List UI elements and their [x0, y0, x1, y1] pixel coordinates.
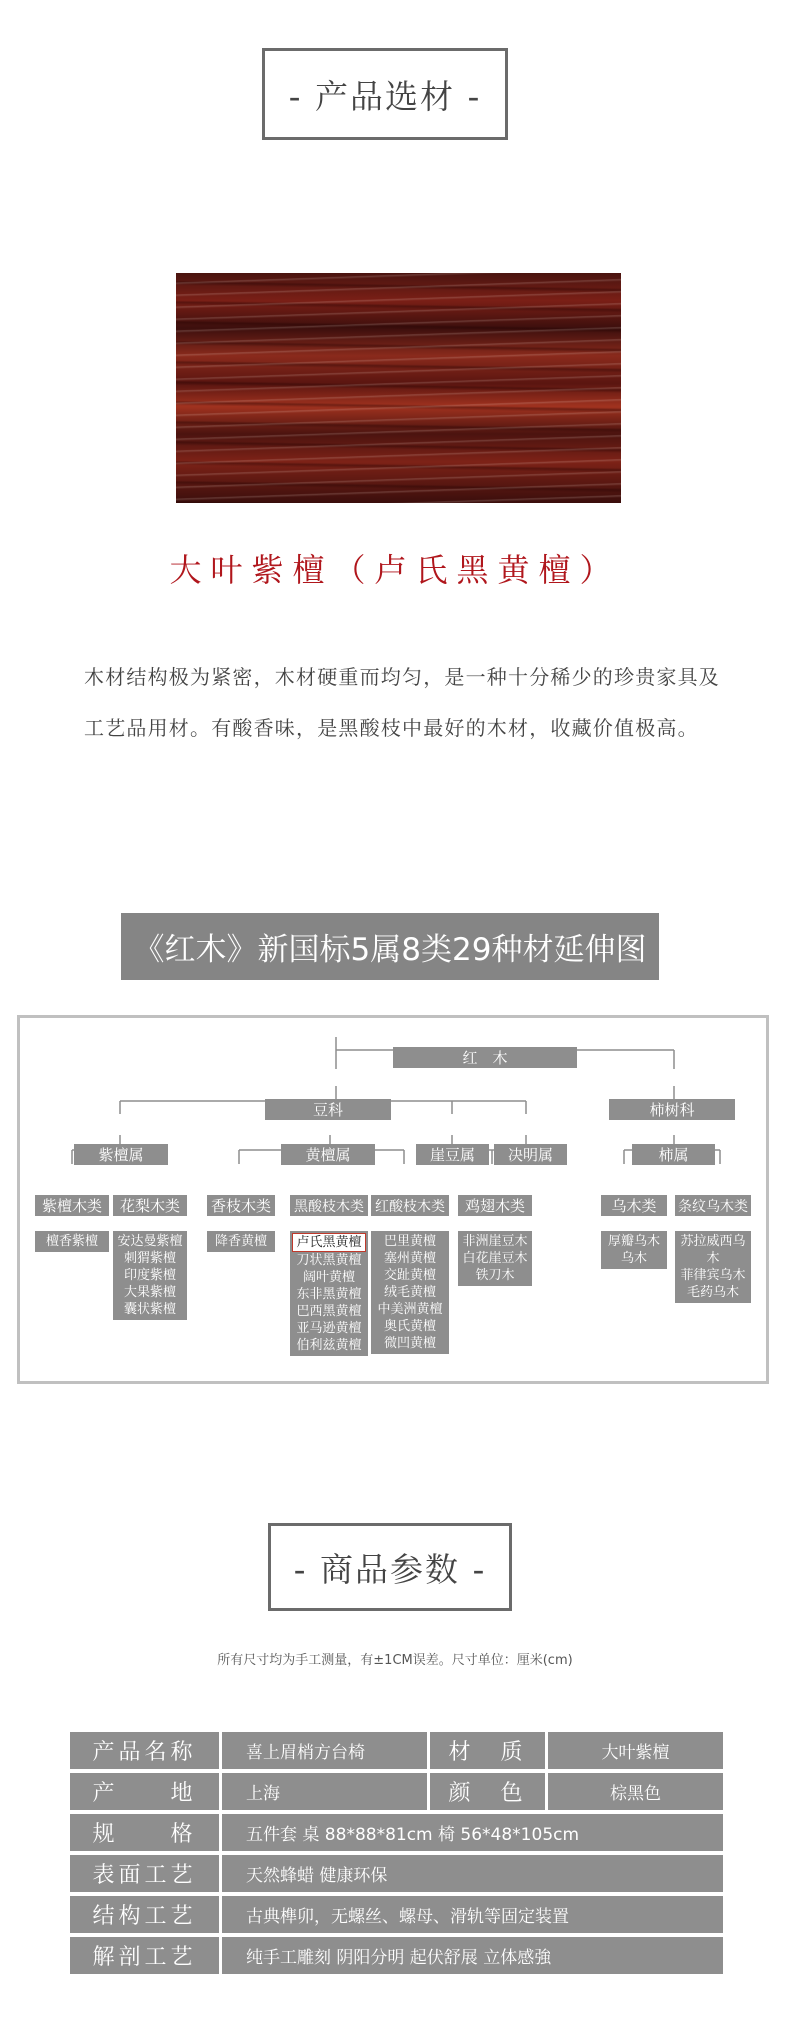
- species-list-hongsuanzhi: [371, 1231, 449, 1354]
- species-item: 降香黄檀: [214, 1234, 267, 1249]
- genus-label: 决明属: [507, 1146, 553, 1164]
- class-node-tiaowen: [675, 1195, 751, 1216]
- class-node-zitanmu: [35, 1195, 109, 1216]
- species-item: 毛药乌木: [686, 1285, 739, 1300]
- param-value: 五件套 桌 88*88*81cm 椅 56*48*105cm: [222, 1814, 723, 1851]
- species-list-xiangzhi: [207, 1231, 275, 1252]
- params-row-name: [70, 1732, 723, 1769]
- species-item: 巴里黄檀: [383, 1234, 436, 1249]
- param-label: 结构工艺: [70, 1896, 222, 1933]
- species-item: 刀状黑黄檀: [296, 1253, 362, 1268]
- classification-tree: [17, 1015, 769, 1384]
- param-label: 表面工艺: [70, 1855, 222, 1892]
- genus-node-shi: [632, 1144, 715, 1165]
- species-item: 安达曼紫檀: [117, 1234, 183, 1249]
- family-label: 柿树科: [649, 1101, 695, 1119]
- tree-root-label: 红 木: [462, 1049, 508, 1067]
- species-item: 乌木: [620, 1251, 647, 1266]
- genus-label: 柿属: [658, 1146, 689, 1164]
- class-label: 鸡翅木类: [464, 1197, 525, 1215]
- class-node-xiangzhi: [207, 1195, 275, 1216]
- param-label: 颜 色: [430, 1773, 548, 1810]
- species-item: 塞州黄檀: [383, 1251, 436, 1266]
- species-item: 刺猬紫檀: [123, 1251, 176, 1266]
- measurement-note: 所有尺寸均为手工测量，有±1CM误差。尺寸单位：厘米(cm): [217, 1653, 573, 1668]
- species-item: 交趾黄檀: [383, 1268, 436, 1283]
- class-node-hongsuanzhi: [371, 1195, 449, 1216]
- species-item: 微凹黄檀: [383, 1336, 436, 1351]
- species-list-wumu: [601, 1231, 667, 1269]
- param-value: 棕黑色: [548, 1773, 723, 1810]
- wood-texture-image: [176, 273, 621, 503]
- params-table: [70, 1732, 723, 1978]
- param-label: 解剖工艺: [70, 1937, 222, 1974]
- param-label: 规 格: [70, 1814, 222, 1851]
- classification-banner: 《红木》新国标5属8类29种材延伸图: [121, 913, 659, 980]
- species-list-tiaowen: [675, 1231, 751, 1303]
- species-list-jichi: [458, 1231, 532, 1286]
- family-node-shishuke: [609, 1099, 735, 1120]
- section-title-material: - 产品选材 -: [262, 48, 508, 140]
- param-value: 喜上眉梢方台椅: [222, 1732, 430, 1769]
- param-value: 上海: [222, 1773, 430, 1810]
- class-node-heisuanzhi: [290, 1195, 368, 1216]
- species-item: 中美洲黄檀: [377, 1302, 443, 1317]
- species-item: 铁刀木: [475, 1268, 515, 1283]
- params-row-surface: [70, 1855, 723, 1892]
- params-row-spec: [70, 1814, 723, 1851]
- param-value: 大叶紫檀: [548, 1732, 723, 1769]
- genus-node-yadou: [416, 1144, 489, 1165]
- species-item: 绒毛黄檀: [383, 1285, 436, 1300]
- genus-label: 紫檀属: [98, 1146, 144, 1164]
- species-item: 厚瓣乌木: [607, 1234, 660, 1249]
- class-label: 乌木类: [611, 1197, 657, 1215]
- section-title-params: - 商品参数 -: [268, 1523, 512, 1611]
- params-row-carving: [70, 1937, 723, 1974]
- species-item: 伯利兹黄檀: [296, 1338, 362, 1353]
- params-row-origin: [70, 1773, 723, 1810]
- species-item: 巴西黑黄檀: [296, 1304, 362, 1319]
- species-item: 东非黑黄檀: [296, 1287, 362, 1302]
- genus-node-jueming: [494, 1144, 567, 1165]
- class-label: 紫檀木类: [41, 1197, 102, 1215]
- wood-name-heading: 大叶紫檀（卢氏黑黄檀）: [169, 551, 621, 589]
- genus-node-zitan: [74, 1144, 168, 1165]
- species-item: 奥氏黄檀: [383, 1319, 436, 1334]
- species-item: 囊状紫檀: [123, 1302, 176, 1317]
- species-item: 阔叶黄檀: [302, 1270, 355, 1285]
- species-item: 菲律宾乌木: [680, 1268, 746, 1283]
- class-label: 黑酸枝木类: [294, 1198, 364, 1215]
- class-label: 香枝木类: [210, 1197, 271, 1215]
- class-node-wumu: [601, 1195, 667, 1216]
- species-list-zitanmu: [35, 1231, 109, 1252]
- param-value: 古典榫卯，无螺丝、螺母、滑轨等固定装置: [222, 1896, 723, 1933]
- class-label: 花梨木类: [119, 1197, 180, 1215]
- genus-label: 崖豆属: [429, 1146, 475, 1164]
- param-label: 产品名称: [70, 1732, 222, 1769]
- species-list-hualimu: [113, 1231, 187, 1320]
- class-node-hualimu: [113, 1195, 187, 1216]
- param-value: 天然蜂蜡 健康环保: [222, 1855, 723, 1892]
- class-label: 条纹乌木类: [678, 1198, 748, 1215]
- family-node-douke: [265, 1099, 391, 1120]
- species-item: 苏拉威西乌木: [680, 1234, 746, 1266]
- tree-root-node: [393, 1047, 577, 1068]
- species-item: 印度紫檀: [123, 1268, 176, 1283]
- genus-label: 黄檀属: [305, 1146, 351, 1164]
- species-item: 非洲崖豆木: [462, 1234, 528, 1249]
- species-item-highlighted: 卢氏黑黄檀: [292, 1233, 366, 1252]
- class-label: 红酸枝木类: [375, 1198, 445, 1215]
- family-label: 豆科: [312, 1101, 343, 1119]
- species-item: 白花崖豆木: [462, 1251, 528, 1266]
- species-item: 檀香紫檀: [45, 1234, 98, 1249]
- class-node-jichi: [458, 1195, 532, 1216]
- species-item: 亚马逊黄檀: [296, 1321, 362, 1336]
- param-label: 材 质: [430, 1732, 548, 1769]
- genus-node-huangtan: [281, 1144, 375, 1165]
- param-label: 产 地: [70, 1773, 222, 1810]
- wood-description: 木材结构极为紧密，木材硬重而均匀，是一种十分稀少的珍贵家具及工艺品用材。有酸香味，是黑酸枝中最好的木材，收藏价值极高。: [84, 665, 720, 740]
- params-row-structure: [70, 1896, 723, 1933]
- param-value: 纯手工雕刻 阴阳分明 起伏舒展 立体感強: [222, 1937, 723, 1974]
- species-item: 大果紫檀: [123, 1285, 176, 1300]
- species-list-heisuanzhi: [290, 1231, 368, 1356]
